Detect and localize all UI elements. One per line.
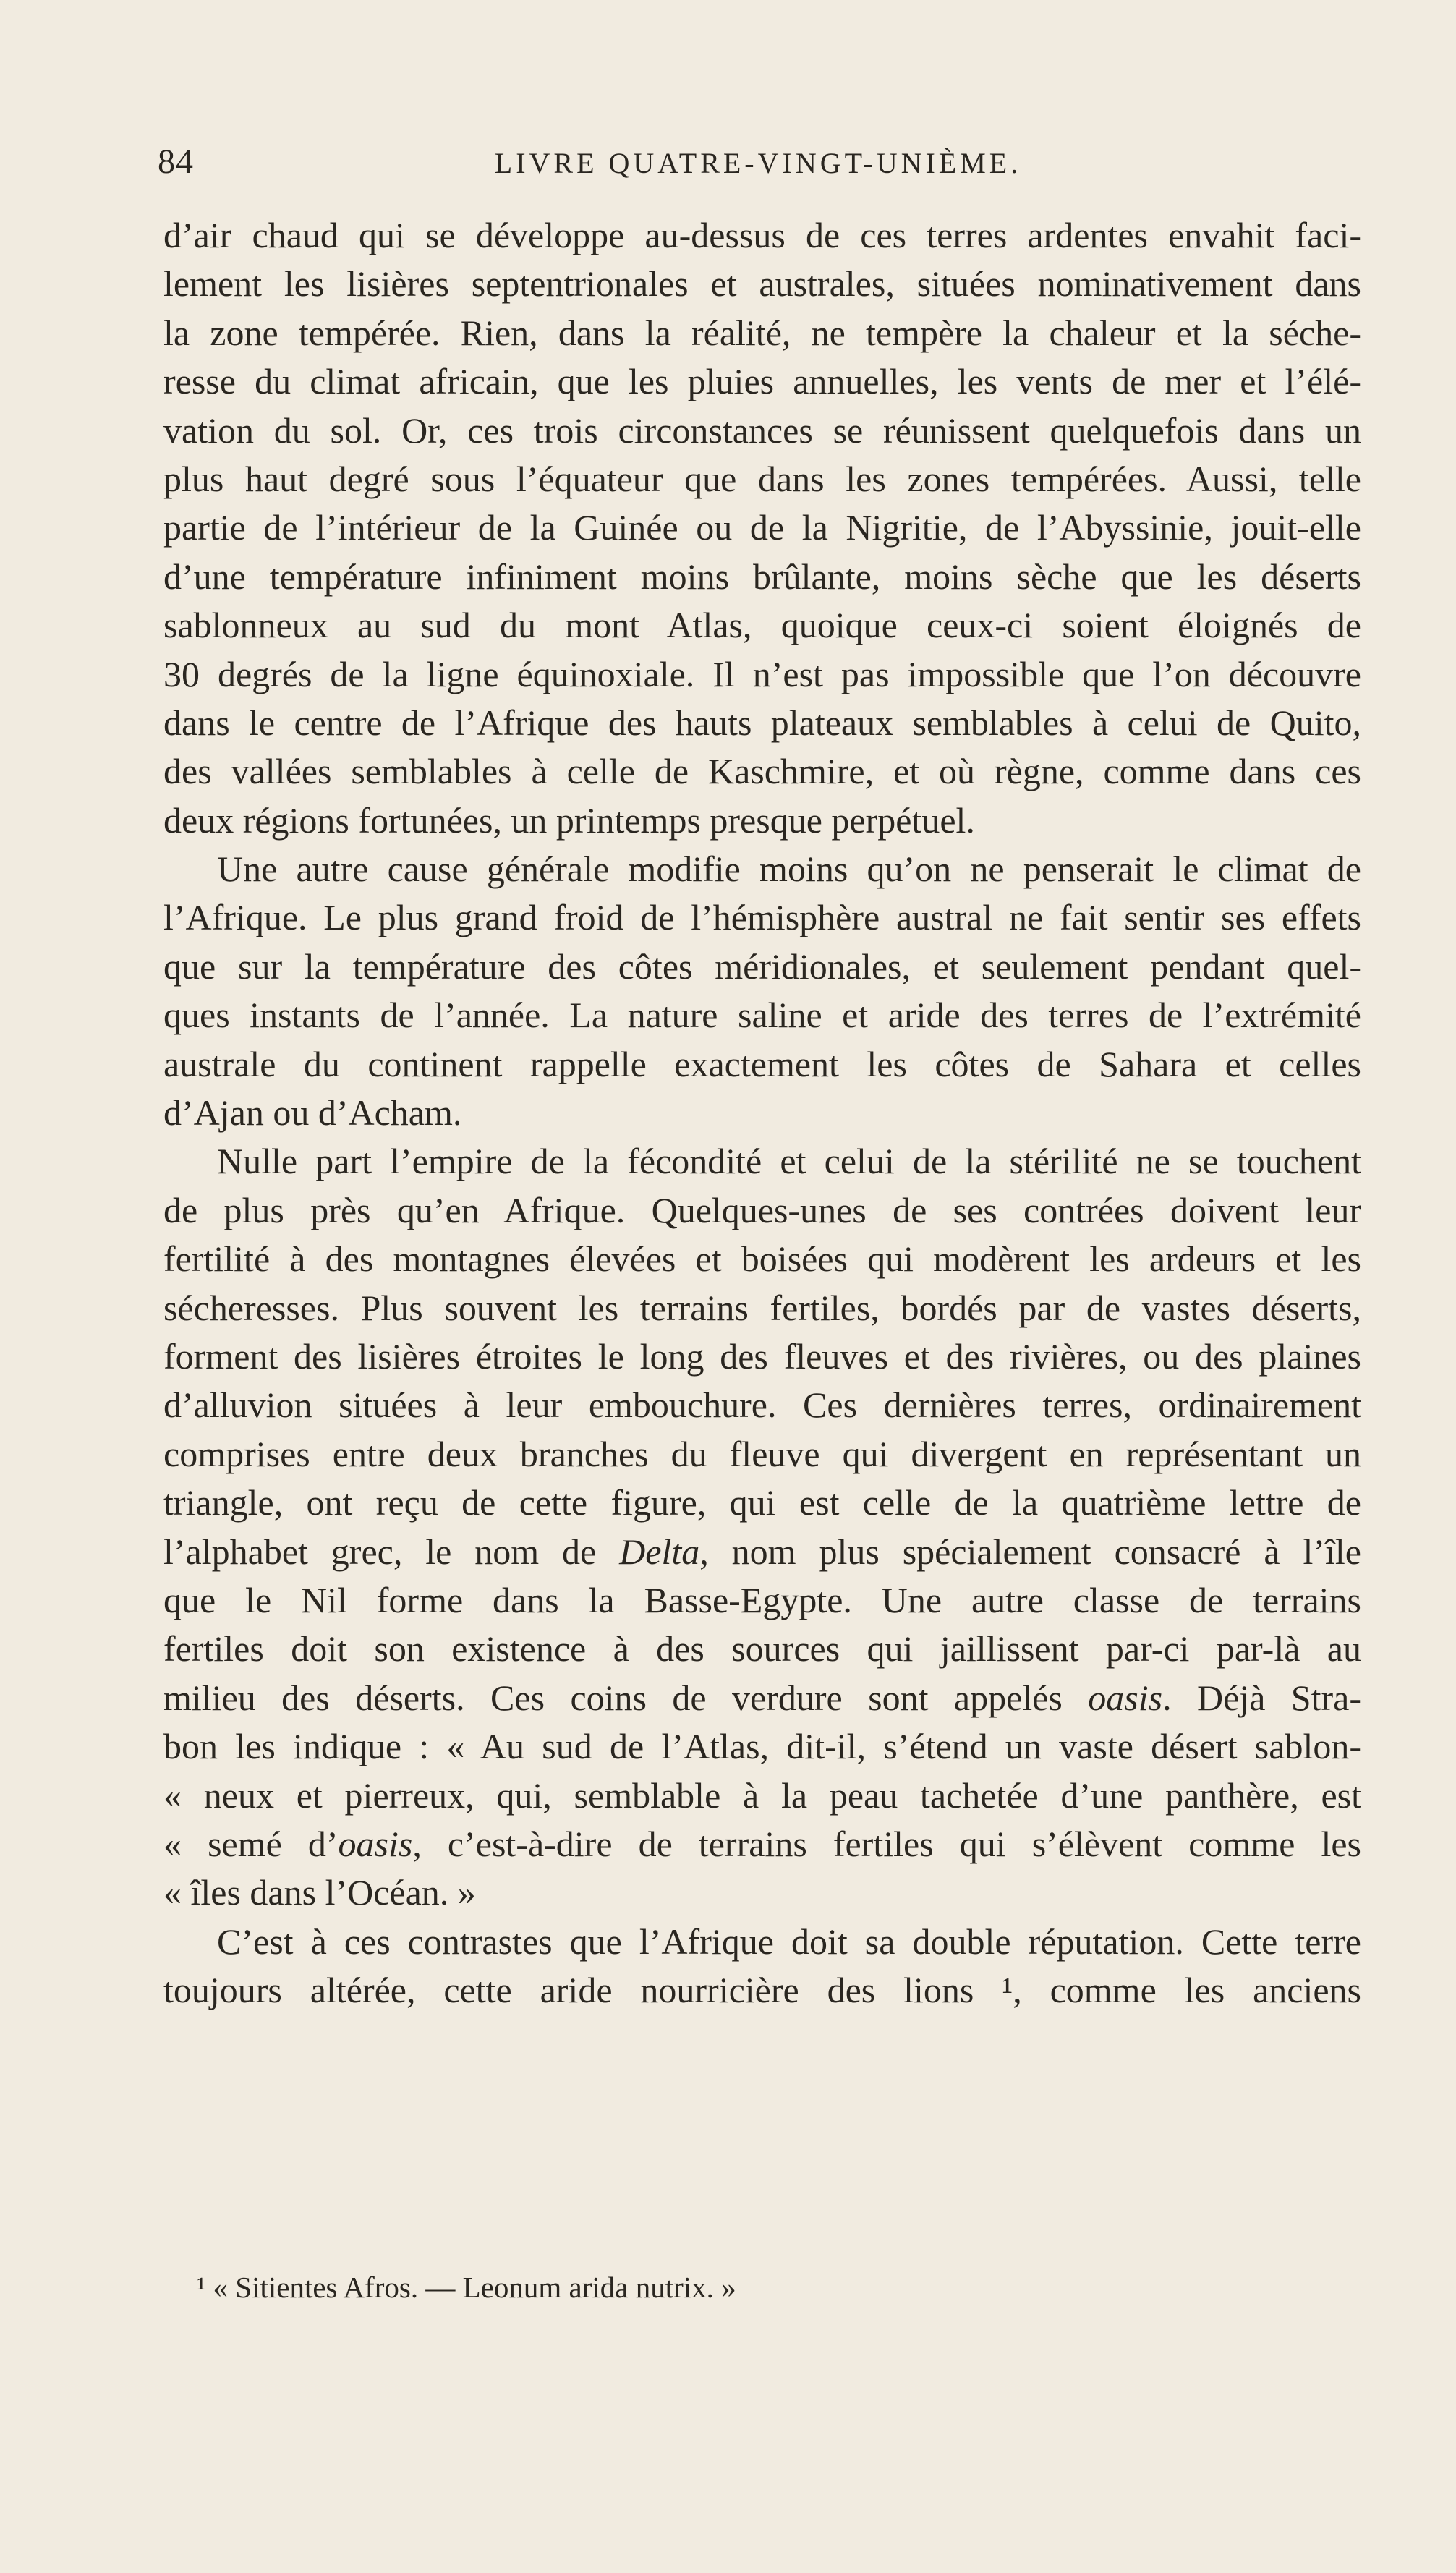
text-line-with-italic bbox=[163, 1528, 1361, 1576]
text-line: sablonneux au sud du mont Atlas, quoique ceux-ci soient éloignés de bbox=[163, 605, 1361, 646]
body-text bbox=[163, 211, 1361, 2015]
text-line: la zone tempérée. Rien, dans la réalité, ne tempère la chaleur et la séche- bbox=[163, 312, 1361, 353]
line-text: l’alphabet grec, le nom de bbox=[163, 1531, 620, 1572]
text-line: bon les indique : « Au sud de l’Atlas, dit-il, s’étend un vaste désert sablon- bbox=[163, 1726, 1361, 1767]
text-line: « îles dans l’Océan. » bbox=[163, 1872, 476, 1913]
text-line-with-italic bbox=[163, 1674, 1361, 1722]
italic-term-oasis: oasis bbox=[1088, 1677, 1163, 1718]
text-line: l’Afrique. Le plus grand froid de l’hémisphère austral ne fait sentir ses effets bbox=[163, 897, 1361, 938]
text-line: que le Nil forme dans la Basse-Egypte. Une autre classe de terrains bbox=[163, 1579, 1361, 1620]
line-text: , nom plus spécialement consacré à l’île bbox=[699, 1531, 1361, 1572]
text-line: ques instants de l’année. La nature saline et aride des terres de l’extrémité bbox=[163, 995, 1361, 1036]
text-line: dans le centre de l’Afrique des hauts plateaux semblables à celui de Quito, bbox=[163, 702, 1361, 743]
text-line: d’une température infiniment moins brûlante, moins sèche que les déserts bbox=[163, 556, 1361, 597]
text-line: deux régions fortunées, un printemps presque perpétuel. bbox=[163, 799, 975, 841]
text-line: comprises entre deux branches du fleuve qui divergent en représentant un bbox=[163, 1433, 1361, 1474]
text-line: toujours altérée, cette aride nourricière des lions ¹, comme les anciens bbox=[163, 1970, 1361, 2011]
text-line: d’air chaud qui se développe au-dessus de ces terres ardentes envahit faci- bbox=[163, 215, 1361, 255]
page-number: 84 bbox=[158, 143, 194, 181]
text-line: vation du sol. Or, ces trois circonstances se réunissent quelquefois dans un bbox=[163, 409, 1361, 451]
text-line: d’alluvion situées à leur embouchure. Ces dernières terres, ordinairement bbox=[163, 1385, 1361, 1426]
text-line: des vallées semblables à celle de Kaschmire, et où règne, comme dans ces bbox=[163, 751, 1361, 792]
text-line: plus haut degré sous l’équateur que dans les zones tempérées. Aussi, telle bbox=[163, 458, 1361, 499]
text-line: d’Ajan ou d’Acham. bbox=[163, 1092, 462, 1134]
text-line: sécheresses. Plus souvent les terrains fertiles, bordés par de vastes déserts, bbox=[163, 1287, 1361, 1328]
text-line: triangle, ont reçu de cette figure, qui est celle de la quatrième lettre de bbox=[163, 1482, 1361, 1523]
text-line: C’est à ces contrastes que l’Afrique doit sa double réputation. Cette terre bbox=[217, 1921, 1361, 1962]
text-line: Nulle part l’empire de la fécondité et celui de la stérilité ne se touchent bbox=[217, 1141, 1361, 1182]
text-line: que sur la température des côtes méridionales, et seulement pendant quel- bbox=[163, 945, 1361, 987]
text-line: fertiles doit son existence à des sources qui jaillissent par-ci par-là au bbox=[163, 1628, 1361, 1670]
text-line: fertilité à des montagnes élevées et boisées qui modèrent les ardeurs et les bbox=[163, 1238, 1361, 1280]
text-line-with-italic bbox=[163, 1820, 1361, 1868]
text-line: resse du climat africain, que les pluies annuelles, les vents de mer et l’élé- bbox=[163, 361, 1361, 402]
italic-term-delta: Delta bbox=[619, 1531, 700, 1572]
line-text: . Déjà Stra- bbox=[1162, 1677, 1361, 1718]
text-line: 30 degrés de la ligne équinoxiale. Il n’est pas impossible que l’on découvre bbox=[163, 653, 1361, 694]
line-text: milieu des déserts. Ces coins de verdure sont appelés bbox=[163, 1677, 1089, 1718]
running-head: LIVRE QUATRE-VINGT-UNIÈME. bbox=[494, 147, 1022, 179]
line-text: , c’est-à-dire de terrains fertiles qui s’élèvent comme les bbox=[412, 1823, 1361, 1864]
text-line: « neux et pierreux, qui, semblable à la peau tachetée d’une panthère, est bbox=[163, 1774, 1361, 1816]
footnote: ¹ « Sitientes Afros. — Leonum arida nutrix. » bbox=[197, 2271, 736, 2304]
text-line: Une autre cause générale modifie moins qu’on ne penserait le climat de bbox=[217, 849, 1361, 890]
text-line: australe du continent rappelle exactement les côtes de Sahara et celles bbox=[163, 1043, 1361, 1084]
line-text: « semé d’ bbox=[163, 1823, 339, 1864]
italic-term-oasis: oasis bbox=[338, 1823, 413, 1864]
text-line: de plus près qu’en Afrique. Quelques-unes de ses contrées doivent leur bbox=[163, 1189, 1361, 1230]
text-line: forment des lisières étroites le long des fleuves et des rivières, ou des plaines bbox=[163, 1335, 1361, 1377]
page-header bbox=[158, 142, 1358, 185]
text-line: partie de l’intérieur de la Guinée ou de la Nigritie, de l’Abyssinie, jouit-elle bbox=[163, 507, 1361, 548]
text-line: lement les lisières septentrionales et australes, situées nominativement dans bbox=[163, 263, 1361, 305]
